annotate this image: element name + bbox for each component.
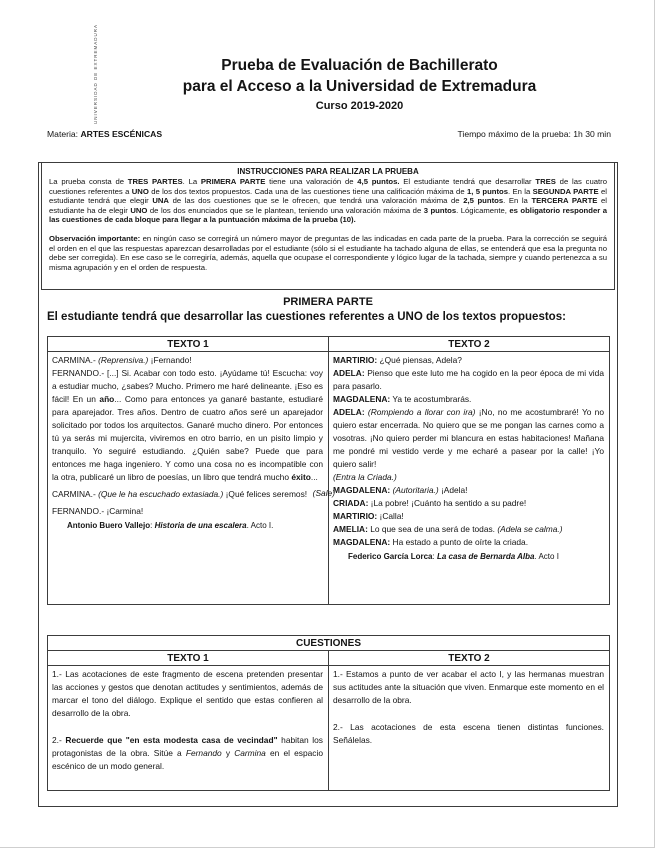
content-frame — [38, 162, 618, 807]
university-vertical-text: UNIVERSIDAD DE EXTREMADURA — [93, 23, 98, 124]
texto2-header: TEXTO 2 — [329, 337, 610, 352]
instructions-box — [41, 163, 615, 290]
cuestiones-header: CUESTIONES — [48, 636, 610, 651]
texto1-header: TEXTO 1 — [48, 337, 329, 352]
question-2-texto2: 2.- Las acotaciones de esta escena tienen distintas funciones. Señálelas. — [333, 722, 604, 745]
cuestiones-header-row — [48, 651, 610, 666]
materia-label: Materia: — [47, 129, 81, 139]
dialogue-line: AMELIA: Lo que sea de una será de todas. (Adela se calma.) — [333, 524, 563, 534]
dialogue-text: CARMINA.- (Que le ha escuchado extasiada.) ¡Qué felices seremos! — [52, 489, 308, 499]
cuestiones-texto1-header: TEXTO 1 — [48, 651, 329, 666]
texts-table — [47, 336, 610, 605]
instructions-paragraph: La prueba consta de TRES PARTES. La PRIMERA PARTE tiene una valoración de 4,5 puntos. El estudiante tendrá que desarrollar TRES de las cuatro cuestiones referentes a UNO de los dos textos propuestos. Cada una de las cuestiones tiene una calificación máxima de 1, 5 puntos. En la SEGUNDA PARTE el estudiante tendrá que elegir UNA de las dos cuestiones que se le ofrecen, que tendrá una valoración máxima de 2,5 puntos. En la TERCERA PARTE el estudiante ha de elegir UNO de los dos enunciados que se le plantean, teniendo una valoración máxima de 3 puntos. Lógicamente, es obligatorio responder a las cuestiones de cada bloque para llegar a la puntuación máxima de la prueba (10). — [49, 177, 607, 225]
question-2-texto1: 2.- Recuerde que "en esta modesta casa de vecindad" habitan los protagonistas de la obra. Sitúe a Fernando y Carmina en el espacio escénico de un modo general. — [52, 735, 323, 771]
dialogue-line: MAGDALENA: Ya te acostumbrarás. — [333, 394, 472, 404]
cuestiones-texto1-cell — [48, 666, 329, 791]
dialogue-line: MARTIRIO: ¿Qué piensas, Adela? — [333, 355, 462, 365]
dialogue-line: ADELA: Pienso que este luto me ha cogido en la peor época de mi vida para pasarlo. — [333, 368, 604, 391]
dialogue-line — [52, 488, 335, 501]
cuestiones-caption-row — [48, 636, 610, 651]
texto1-attribution: Antonio Buero Vallejo: Historia de una escalera. Acto I. — [67, 521, 274, 530]
question-1-texto2: 1.- Estamos a punto de ver acabar el acto I, y las hermanas muestran sus actitudes ante la situación que viven. Enmarque este momento en el desarrollo de la obra. — [333, 669, 604, 705]
course-line: Curso 2019-2020 — [315, 100, 404, 112]
texto2-cell — [329, 352, 610, 605]
primera-parte-intro: El estudiante tendrá que desarrollar las cuestiones referentes a UNO de los textos propuestos: — [47, 311, 566, 323]
page-title-line1: Prueba de Evaluación de Bachillerato — [221, 57, 498, 74]
materia-field — [47, 129, 162, 139]
dialogue-line: FERNANDO.- [...] Si. Acabar con todo esto. ¡Ayúdame tú! Escucha: voy a estudiar mucho, ¿sabes? Mucho. Primero me haré delineante. ¡Eso es fácil! En un año... Como para entonces ya ganaré bastante, estudiaré para aparejador. Tres años. Dentro de cuatro años seré un aparejador solicitado por todos los arquitectos. Ganaré mucho dinero. Por entonces tú ya serás mi mujercita, viviremos en otro barrio, en un pisito limpio y tranquilo. Yo seguiré estudiando. ¿Quién sabe? Puede que para entonces me haga ingeniero. Y como una cosa no es incompatible con la otra, publicaré un libro de poesías, un libro que tendrá mucho éxito... — [52, 368, 323, 482]
stage-direction-sale: (Sale) — [312, 488, 335, 498]
meta-row — [47, 129, 611, 139]
dialogue-line: ADELA: (Rompiendo a llorar con ira) ¡No, no me acostumbraré! Yo no quiero estar encerrada. No quiero que se me pongan las carnes como a vosotras. ¡No quiero perder mi blancura en estas habitaciones! Mañana me pondré mi vestido verde y me echaré a pasear por la calle! ¡Yo quiero salir! — [333, 407, 604, 469]
dialogue-line: CRIADA: ¡La pobre! ¡Cuánto ha sentido a su padre! — [333, 498, 527, 508]
dialogue-line: CARMINA.- (Reprensiva.) ¡Fernando! — [52, 355, 192, 365]
page-header — [112, 55, 607, 114]
cuestiones-texto2-cell — [329, 666, 610, 791]
texto1-cell — [48, 352, 335, 605]
tiempo-label: Tiempo máximo de la prueba: 1h 30 min — [457, 129, 611, 139]
dialogue-line: FERNANDO.- ¡Carmina! — [52, 506, 144, 516]
texts-table-body-row — [48, 352, 610, 605]
dialogue-line: MARTIRIO: ¡Calla! — [333, 511, 404, 521]
texto2-attribution: Federico García Lorca: La casa de Bernarda Alba. Acto I — [348, 552, 559, 561]
dialogue-line: MAGDALENA: (Autoritaria.) ¡Adela! — [333, 485, 468, 495]
observacion-paragraph: Observación importante: en ningún caso se corregirá un número mayor de preguntas de las indicadas en cada parte de la prueba. Para la corrección se seguirá el orden en el que las respuestas aparezcan desarrolladas por el estudiante (sólo si el estudiante ha tachado alguna de ellas, se entenderá que esa la pregunta no debe ser corregida). En ese caso se le corregiría, además, aquella que ocupase el correspondiente y lógico lugar de la tachada, siempre y cuando pertenezca a su misma agrupación y en el orden de respuesta. — [49, 233, 607, 272]
stage-direction: (Entra la Criada.) — [333, 472, 397, 482]
cuestiones-table — [47, 635, 610, 791]
instructions-title: INSTRUCCIONES PARA REALIZAR LA PRUEBA — [237, 167, 419, 176]
primera-parte-heading: PRIMERA PARTE — [283, 296, 373, 308]
dialogue-line: MAGDALENA: Ha estado a punto de oírte la criada. — [333, 537, 529, 547]
texts-table-header-row — [48, 337, 610, 352]
materia-value: ARTES ESCÉNICAS — [80, 129, 163, 139]
cuestiones-body-row — [48, 666, 610, 791]
question-1-texto1: 1.- Las acotaciones de este fragmento de escena pretenden presentar las acciones y gestos que denotan actitudes y sentimientos, además de marcar el tono del diálogo. Explique el sentido que estas confieren al desarrollo de la obra. — [52, 669, 323, 718]
page-title-line2: para el Acceso a la Universidad de Extremadura — [182, 78, 537, 95]
cuestiones-texto2-header: TEXTO 2 — [329, 651, 610, 666]
